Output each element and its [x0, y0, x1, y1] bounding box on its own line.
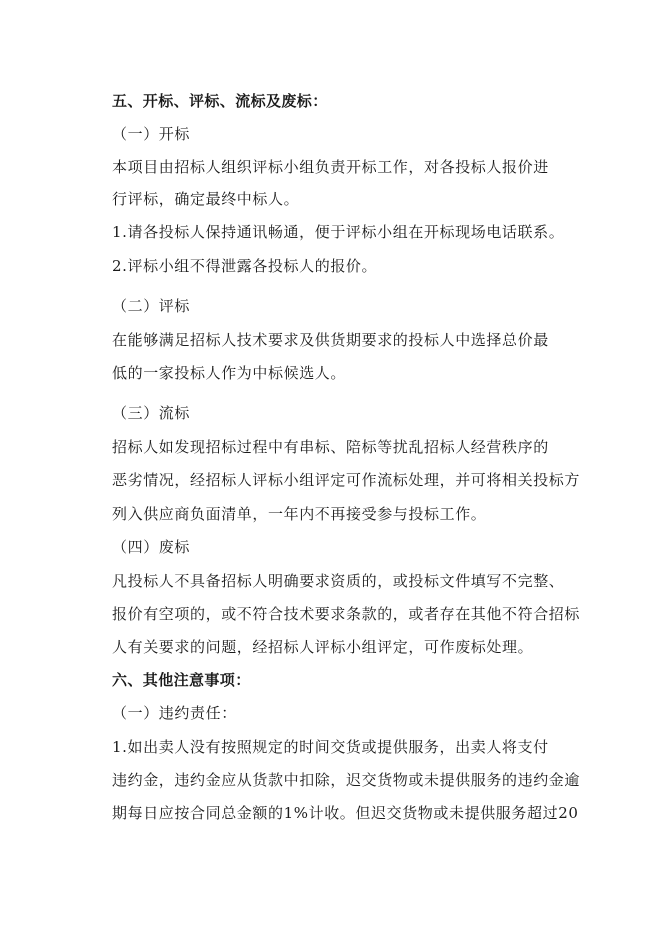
paragraph-line: 行评标，确定最终中标人。 — [112, 190, 300, 208]
paragraph-line: 1.如出卖人没有按照规定的时间交货或提供服务，出卖人将支付 — [112, 738, 549, 756]
subsection-title-failed-bid: （三）流标 — [112, 404, 191, 422]
subsection-title-evaluation: （二）评标 — [112, 297, 191, 315]
list-item-2: 2.评标小组不得泄露各投标人的报价。 — [112, 257, 378, 275]
paragraph-line: 在能够满足招标人技术要求及供货期要求的投标人中选择总价最 — [112, 331, 549, 349]
subsection-title-opening: （一）开标 — [112, 125, 191, 143]
paragraph-line: 凡投标人不具备招标人明确要求资质的，或投标文件填写不完整、 — [112, 572, 565, 590]
paragraph-line: 期每日应按合同总金额的1%计收。但迟交货物或未提供服务超过20 — [112, 804, 579, 822]
subsection-title-breach-liability: （一）违约责任： — [112, 704, 237, 722]
paragraph-line: 报价有空项的，或不符合技术要求条款的，或者存在其他不符合招标 — [112, 605, 581, 623]
paragraph-line: 低的一家投标人作为中标候选人。 — [112, 364, 347, 382]
paragraph-line: 恶劣情况，经招标人评标小组评定可作流标处理，并可将相关投标方 — [112, 471, 581, 489]
paragraph-line: 人有关要求的问题，经招标人评标小组评定，可作废标处理。 — [112, 638, 534, 656]
paragraph-line: 违约金，违约金应从货款中扣除，迟交货物或未提供服务的违约金逾 — [112, 771, 581, 789]
paragraph-line: 列入供应商负面清单，一年内不再接受参与投标工作。 — [112, 505, 487, 523]
section-heading-other-notes: 六、其他注意事项： — [112, 671, 251, 689]
paragraph-line: 本项目由招标人组织评标小组负责开标工作，对各投标人报价进 — [112, 158, 549, 176]
subsection-title-invalid-bid: （四）废标 — [112, 538, 191, 556]
section-heading-bid-opening: 五、开标、评标、流标及废标： — [112, 92, 328, 110]
list-item-1: 1.请各投标人保持通讯畅通，便于评标小组在开标现场电话联系。 — [112, 223, 565, 241]
paragraph-line: 招标人如发现招标过程中有串标、陪标等扰乱招标人经营秩序的 — [112, 438, 549, 456]
